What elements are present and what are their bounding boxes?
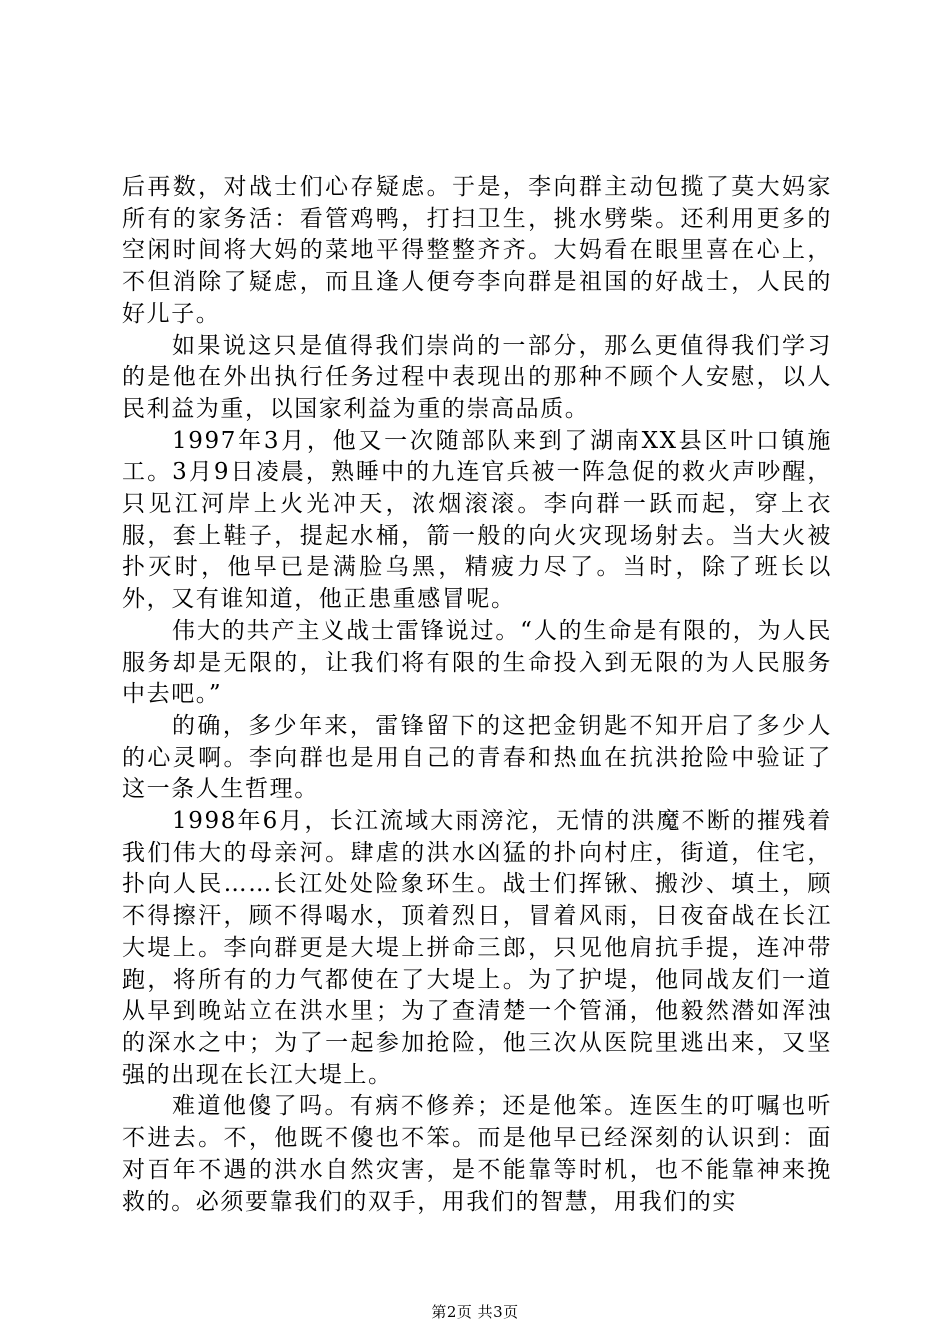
paragraph-5: 的确，多少年来，雷锋留下的这把金钥匙不知开启了多少人的心灵啊。李向群也是用自己的青春和热血在抗洪抢险中验证了这一条人生哲理。 <box>122 712 832 803</box>
page-number-footer: 第2页 共3页 <box>431 1303 519 1321</box>
paragraph-1: 后再数，对战士们心存疑虑。于是，李向群主动包揽了莫大妈家所有的家务活：看管鸡鸭，打扫卫生，挑水劈柴。还利用更多的空闲时间将大妈的菜地平得整整齐齐。大妈看在眼里喜在心上，不但消除了疑虑，而且逢人便夸李向群是祖国的好战士，人民的好儿子。 <box>122 174 832 327</box>
document-body <box>122 172 832 1218</box>
paragraph-7: 难道他傻了吗。有病不修养；还是他笨。连医生的叮嘱也听不进去。不，他既不傻也不笨。而是他早已经深刻的认识到：面对百年不遇的洪水自然灾害，是不能靠等时机，也不能靠神来挽救的。必须要靠我们的双手，用我们的智慧，用我们的实 <box>122 1093 832 1215</box>
paragraph-2: 如果说这只是值得我们崇尚的一部分，那么更值得我们学习的是他在外出执行任务过程中表现出的那种不顾个人安慰，以人民利益为重，以国家利益为重的崇高品质。 <box>122 332 832 422</box>
paragraph-6: 1998年6月，长江流域大雨滂沱，无情的洪魔不断的摧残着我们伟大的母亲河。肆虐的洪水凶猛的扑向村庄，街道，住宅，扑向人民……长江处处险象环生。战士们挥锹、搬沙、填土，顾不得擦汗，顾不得喝水，顶着烈日，冒着风雨，日夜奋战在长江大堤上。李向群更是大堤上拼命三郎，只见他肩抗手提，连冲带跑，将所有的力气都使在了大堤上。为了护堤，他同战友们一道从早到晚站立在洪水里；为了查清楚一个管涌，他毅然潜如浑浊的深水之中；为了一起参加抢险，他三次从医院里逃出来，又坚强的出现在长江大堤上。 <box>122 808 832 1088</box>
paragraph-4: 伟大的共产主义战士雷锋说过。“人的生命是有限的，为人民服务却是无限的，让我们将有限的生命投入到无限的为人民服务中去吧。” <box>122 617 832 708</box>
paragraph-3: 1997年3月，他又一次随部队来到了湖南XX县区叶口镇施工。3月9日凌晨，熟睡中的九连官兵被一阵急促的救火声吵醒，只见江河岸上火光冲天，浓烟滚滚。李向群一跃而起，穿上衣服，套上鞋子，提起水桶，箭一般的向火灾现场射去。当大火被扑灭时，他早已是满脸乌黑，精疲力尽了。当时，除了班长以外，又有谁知道，他正患重感冒呢。 <box>122 427 832 613</box>
